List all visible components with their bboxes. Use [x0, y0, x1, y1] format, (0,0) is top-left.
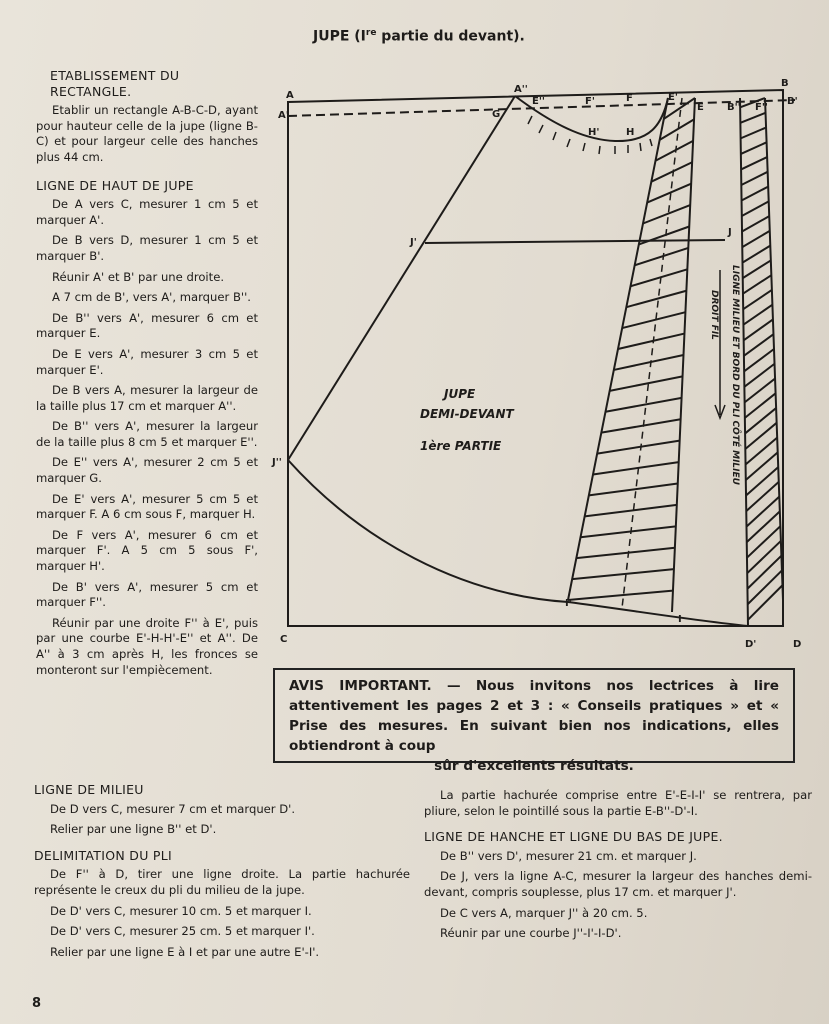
hatch-line: [639, 227, 689, 245]
pleat-strip-1: [568, 98, 695, 612]
paragraph: De F vers A', mesurer 6 cm et marquer F'. A 5 cm 5 sous F', marquer H'.: [36, 527, 258, 574]
hatch-line: [601, 419, 680, 432]
hatch-line: [610, 376, 683, 390]
hatch-line: [622, 312, 685, 328]
hatch-line: [745, 408, 776, 433]
paragraph: De B'' vers A', mesurer 6 cm et marquer E.: [36, 310, 258, 341]
hatch-line: [626, 291, 686, 307]
point-label: C: [280, 634, 288, 645]
hatch-line: [748, 585, 783, 620]
hatch-line: [743, 290, 772, 309]
side-seam-line: [288, 96, 515, 460]
hatch-line: [747, 541, 781, 573]
point-label: H': [588, 127, 600, 138]
point-label: F: [626, 93, 633, 104]
hatch-line: [746, 467, 778, 495]
hatch-line: [741, 157, 767, 169]
hatch-line: [742, 246, 770, 263]
section-heading: ETABLISSEMENT DU RECTANGLE.: [50, 68, 180, 99]
piece-title-1: JUPE: [444, 387, 476, 401]
hatch-line: [742, 216, 769, 231]
piece-title-3: 1ère PARTIE: [420, 439, 502, 453]
point-label: J: [728, 227, 732, 238]
point-label: E'': [532, 96, 545, 107]
paragraph: De F'' à D, tirer une ligne droite. La partie hachurée représente le creux du pli du milieu de la jupe.: [34, 867, 410, 897]
paragraph: Réunir par une courbe J''-I'-I-D'.: [440, 926, 622, 941]
hem-curve: [288, 460, 748, 626]
point-label: J': [410, 237, 417, 248]
paragraph: De B vers D, mesurer 1 cm 5 et marquer B'.: [36, 233, 258, 263]
important-notice: AVIS IMPORTANT. — Nous invitons nos lectrices à lire attentivement les pages 2 et 3 : « Conseils pratiques » et « Prise des mesures. En suivant bien nos indications, elles obtiendront à coup sûr d'excellents résultats.: [273, 668, 795, 763]
paragraph: De E vers A', mesurer 3 cm 5 et marquer E'.: [36, 346, 258, 377]
point-label: F'': [755, 102, 768, 113]
hatch-line: [743, 275, 771, 293]
rectangle-outline: [288, 90, 783, 626]
hatch-line: [741, 128, 766, 139]
section-heading: LIGNE DE MILIEU: [34, 782, 144, 797]
hatch-line: [589, 484, 678, 496]
hatch-line: [746, 438, 778, 465]
hatch-line: [745, 393, 776, 418]
paragraph: De A vers C, mesurer 1 cm 5 et marquer A'.: [36, 197, 258, 227]
hatch-line: [747, 556, 781, 589]
paragraph: De D vers C, mesurer 7 cm et marquer D'.: [50, 801, 296, 816]
hatch-line: [742, 231, 770, 247]
hatch-line: [747, 526, 780, 557]
piece-title-2: DEMI-DEVANT: [420, 407, 514, 421]
hatch-line: [581, 526, 676, 537]
hatch-line: [651, 162, 692, 181]
page-title: JUPE (Ire partie du devant).: [313, 28, 525, 45]
bottom-right-column: [424, 788, 812, 947]
hatch-line: [597, 441, 680, 454]
point-label: E: [697, 102, 704, 113]
section-heading: LIGNE DE HAUT DE JUPE: [36, 177, 194, 193]
hatch-line: [643, 205, 690, 223]
paragraph: De B' vers A', mesurer 5 cm et marquer F''.: [36, 579, 258, 610]
point-label: A'': [514, 84, 528, 95]
vertical-label-center: LIGNE MILIEU ET BORD DU PLI CÔTÉ MILIEU: [730, 265, 740, 485]
hatch-line: [743, 260, 771, 278]
paragraph: De D' vers C, mesurer 10 cm. 5 et marquer I.: [50, 903, 312, 918]
hatch-line: [614, 355, 684, 370]
hatch-line: [746, 497, 779, 527]
paragraph: De B vers A, mesurer la largeur de la taille plus 17 cm et marquer A''.: [36, 383, 258, 413]
paragraph: De E'' vers A', mesurer 2 cm 5 et marquer G.: [36, 455, 258, 486]
paragraph: Etablir un rectangle A-B-C-D, ayant pour hauteur celle de la jupe (ligne B-C) et pour largeur celle des hanches plus 44 cm.: [36, 103, 258, 164]
point-label: H: [626, 127, 635, 138]
point-label: B'': [727, 102, 741, 113]
point-label: A': [278, 110, 289, 121]
hatch-line: [740, 113, 765, 123]
point-label: A: [286, 90, 294, 101]
point-label: G: [492, 109, 501, 120]
paragraph: De J, vers la ligne A-C, mesurer la largeur des hanches demi-devant, compris souplesse, plus 17 cm. et marquer J'.: [424, 869, 812, 899]
paragraph: De C vers A, marquer J'' à 20 cm. 5.: [440, 905, 648, 920]
point-label: I': [565, 598, 572, 609]
hatch-line: [618, 334, 684, 349]
point-label: I: [678, 614, 682, 625]
hatch-line: [748, 570, 782, 604]
point-label: F': [585, 96, 595, 107]
hatch-line: [572, 569, 674, 579]
hip-line: [425, 240, 725, 243]
hatch-line: [631, 269, 688, 286]
paragraph: A 7 cm de B', vers A', marquer B''.: [52, 290, 251, 305]
hatch-line: [635, 248, 689, 265]
hatch-line: [606, 398, 682, 412]
paragraph: Relier par une ligne B'' et D'.: [50, 822, 217, 837]
point-label: J'': [272, 457, 282, 468]
point-label: D': [745, 639, 757, 650]
point-label: D: [793, 639, 802, 650]
paragraph: Réunir A' et B' par une droite.: [52, 269, 225, 284]
hatch-line: [647, 184, 691, 203]
hatch-line: [585, 505, 677, 516]
hatch-line: [576, 548, 675, 558]
hatch-line: [741, 172, 767, 185]
paragraph: Réunir par une droite F'' à E', puis par une courbe E'-H-H'-E'' et A''. De A'' à 3 cm après H, les fronces se monteront sur l'empiècement.: [36, 615, 258, 677]
paragraph: Relier par une ligne E à I et par une autre E'-I'.: [50, 944, 320, 959]
hatch-line: [742, 187, 769, 201]
hatch-line: [742, 201, 769, 216]
bottom-left-column: [34, 782, 410, 965]
hatch-line: [746, 452, 778, 480]
paragraph: De E' vers A', mesurer 5 cm 5 et marquer F. A 6 cm sous F, marquer H.: [36, 491, 258, 522]
hatch-line: [593, 462, 679, 474]
hatch-line: [741, 142, 767, 154]
hatch-line: [747, 511, 780, 542]
pleat-strip-2: [740, 98, 783, 626]
paragraph: La partie hachurée comprise entre E'-E-I-I' se rentrera, par pliure, selon le pointillé sous la partie E-B''-D'-I.: [424, 788, 812, 818]
hatch-line: [746, 482, 779, 511]
point-label: E': [668, 92, 678, 103]
point-label: B: [781, 78, 789, 89]
paragraph: De D' vers C, mesurer 25 cm. 5 et marquer I'.: [50, 924, 315, 939]
hatch-line: [745, 423, 776, 449]
paragraph: De B'' vers A', mesurer la largeur de la taille plus 8 cm 5 et marquer E''.: [36, 419, 258, 449]
section-heading: LIGNE DE HANCHE ET LIGNE DU BAS DE JUPE.: [424, 829, 723, 845]
paragraph: De B'' vers D', mesurer 21 cm. et marquer J.: [440, 848, 697, 863]
point-label: B': [787, 96, 798, 107]
section-heading: DELIMITATION DU PLI: [34, 847, 173, 863]
hatch-line: [568, 591, 673, 600]
page-number: 8: [32, 996, 42, 1011]
vertical-label-grain: DROIT FIL: [709, 290, 719, 340]
